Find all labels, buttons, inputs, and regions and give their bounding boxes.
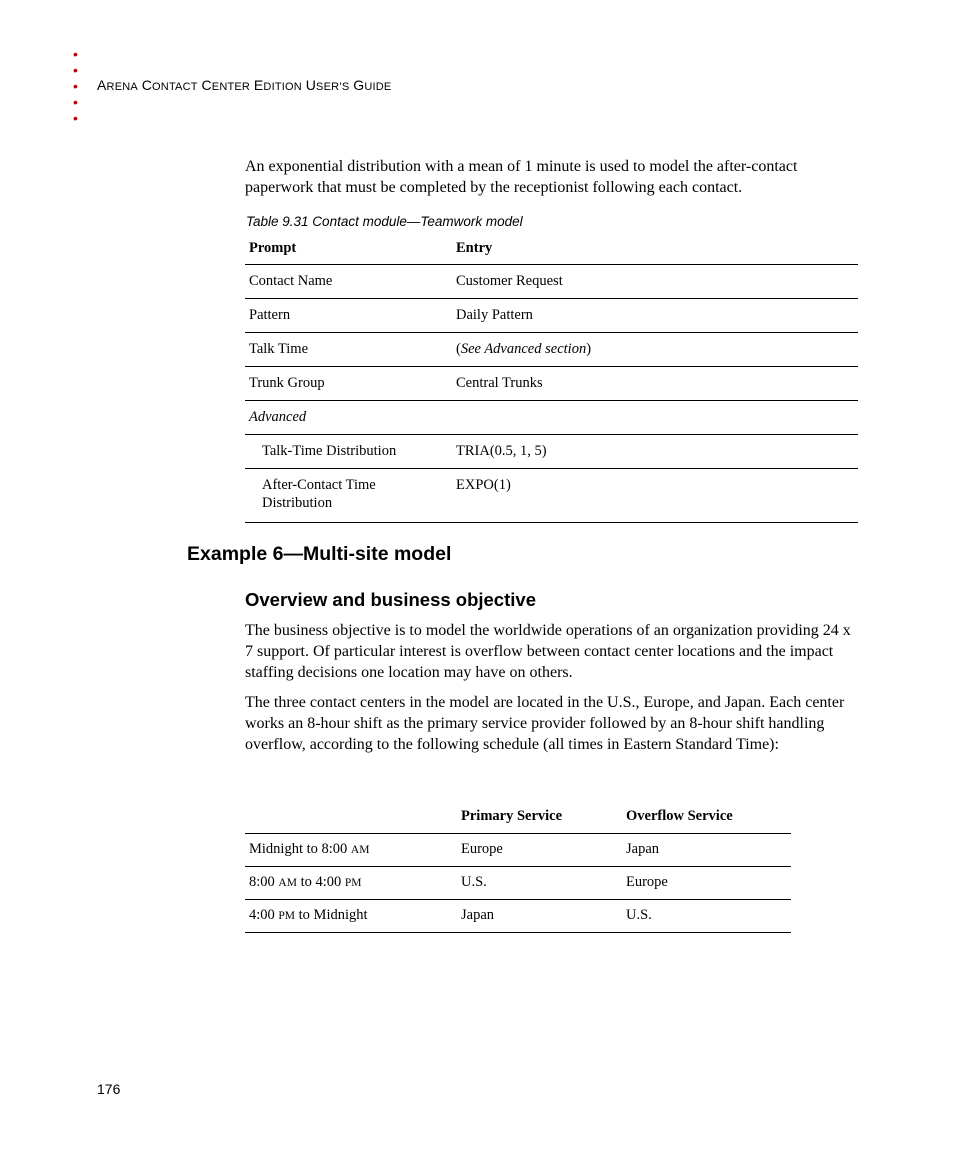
- primary-cell: U.S.: [457, 867, 622, 900]
- table-row: [245, 265, 858, 299]
- section-label-cell: Advanced: [245, 401, 452, 435]
- bullet-icon: •: [73, 62, 78, 78]
- prompt-cell: Contact Name: [245, 265, 452, 299]
- table-row: [245, 401, 858, 435]
- prompt-cell: Trunk Group: [245, 367, 452, 401]
- prompt-cell: After-Contact Time Distribution: [245, 469, 452, 523]
- section-heading: Example 6—Multi-site model: [187, 543, 452, 565]
- objective-paragraph: The business objective is to model the worldwide operations of an organization providing 24 x 7 support. Of particular interest is overflow between contact center locations and the impact staffing decisions one location may have on others.: [245, 622, 851, 681]
- column-header: Overflow Service: [622, 804, 791, 834]
- entry-cell: TRIA(0.5, 1, 5): [452, 435, 858, 469]
- bullet-icon: •: [73, 78, 78, 94]
- intro-paragraph: An exponential distribution with a mean of 1 minute is used to model the after-contact paperwork that must be completed by the receptionist following each contact.: [245, 158, 798, 196]
- entry-cell: Customer Request: [452, 265, 858, 299]
- time-cell: Midnight to 8:00 AM: [245, 834, 457, 867]
- table-header-row: [245, 804, 791, 834]
- table-header-row: [245, 236, 858, 265]
- contact-module-table: [245, 236, 858, 523]
- table-row: [245, 299, 858, 333]
- schedule-table: [245, 804, 791, 933]
- table-row: [245, 834, 791, 867]
- column-header: [245, 804, 457, 834]
- time-cell: 4:00 PM to Midnight: [245, 900, 457, 933]
- entry-cell: Daily Pattern: [452, 299, 858, 333]
- table-row: [245, 867, 791, 900]
- entry-cell: EXPO(1): [452, 469, 858, 523]
- bullet-icon: •: [73, 46, 78, 62]
- time-cell: 8:00 AM to 4:00 PM: [245, 867, 457, 900]
- table-caption: Table 9.31 Contact module—Teamwork model: [246, 214, 523, 229]
- table-row: [245, 900, 791, 933]
- prompt-cell: Pattern: [245, 299, 452, 333]
- prompt-cell: Talk Time: [245, 333, 452, 367]
- entry-cell: (See Advanced section): [452, 333, 858, 367]
- entry-cell: Central Trunks: [452, 367, 858, 401]
- table-row: [245, 333, 858, 367]
- overflow-cell: Europe: [622, 867, 791, 900]
- prompt-cell: Talk-Time Distribution: [245, 435, 452, 469]
- running-header: ARENA CONTACT CENTER EDITION USER’S GUIDE: [97, 77, 392, 93]
- table-row: [245, 367, 858, 401]
- table-row: [245, 469, 858, 523]
- column-header: Entry: [452, 236, 858, 265]
- table-row: [245, 435, 858, 469]
- primary-cell: Japan: [457, 900, 622, 933]
- subsection-heading: Overview and business objective: [245, 589, 536, 610]
- margin-bullets: [73, 46, 78, 126]
- entry-cell: [452, 401, 858, 435]
- column-header: Primary Service: [457, 804, 622, 834]
- overflow-cell: Japan: [622, 834, 791, 867]
- page-number: 176: [97, 1081, 121, 1097]
- primary-cell: Europe: [457, 834, 622, 867]
- bullet-icon: •: [73, 110, 78, 126]
- schedule-paragraph: The three contact centers in the model are located in the U.S., Europe, and Japan. Each center works an 8-hour shift as the primary service provider followed by an 8-hour shift handling overflow, according to the following schedule (all times in Eastern Standard Time):: [245, 694, 845, 753]
- bullet-icon: •: [73, 94, 78, 110]
- column-header: Prompt: [245, 236, 452, 265]
- overflow-cell: U.S.: [622, 900, 791, 933]
